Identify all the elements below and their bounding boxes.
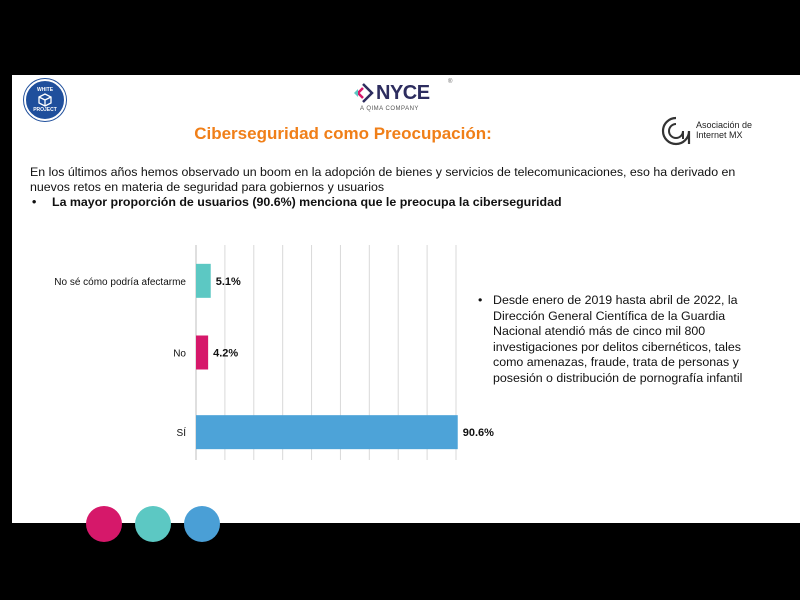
value-label: 5.1% xyxy=(215,275,241,288)
category-label: No xyxy=(173,348,186,360)
decor-circle-magenta xyxy=(86,506,122,542)
category-label: SÍ xyxy=(176,428,186,440)
asociacion-line1: Asociación de xyxy=(696,120,753,130)
bar-0 xyxy=(196,264,211,298)
box-icon xyxy=(37,92,53,108)
slide-title-text: Ciberseguridad como Preocupación: xyxy=(194,124,492,143)
white-project-logo xyxy=(24,79,66,121)
logo-text-bottom: PROJECT xyxy=(33,107,57,113)
bar-1 xyxy=(196,336,208,370)
side-note-text: Desde enero de 2019 hasta abril de 2022, la Dirección General Científica de la Guardia Nacional atendió más de cinco mil 800 investigaciones por delitos cibernéticos, tales como amenazas, fraude, trata de personas y posesión o distribución de pornografía infantil xyxy=(493,293,743,385)
presentation-slide xyxy=(12,75,800,523)
nyce-logo xyxy=(352,79,462,119)
concern-bar-chart xyxy=(12,245,494,465)
intro-paragraph: En los últimos años hemos observado un boom en la adopción de bienes y servicios de telecomunicaciones, eso ha derivado en nuevos retos en materia de seguridad para gobiernos y usuarios xyxy=(30,165,736,194)
registered-mark: ® xyxy=(448,79,453,85)
nyce-brand: NYCE xyxy=(376,82,430,104)
decor-circle-teal xyxy=(135,506,171,542)
nyce-tagline: A QIMA COMPANY xyxy=(360,106,419,112)
side-bullet-marker: • xyxy=(478,293,483,307)
side-note xyxy=(478,293,774,386)
logo-text-top: WHITE xyxy=(36,87,54,93)
key-finding-bullet xyxy=(32,195,772,209)
decor-circle-blue xyxy=(184,506,220,542)
slide-title xyxy=(12,124,800,144)
bar-2 xyxy=(196,415,458,449)
bullet-marker: • xyxy=(32,195,37,209)
key-finding-text: La mayor proporción de usuarios (90.6%) menciona que le preocupa la ciberseguridad xyxy=(52,195,562,209)
value-label: 4.2% xyxy=(213,347,239,360)
nyce-mark-icon xyxy=(352,82,374,104)
category-label: No sé cómo podría afectarme xyxy=(54,276,186,288)
value-label: 90.6% xyxy=(462,427,494,440)
asociacion-line2: Internet MX xyxy=(696,130,743,140)
